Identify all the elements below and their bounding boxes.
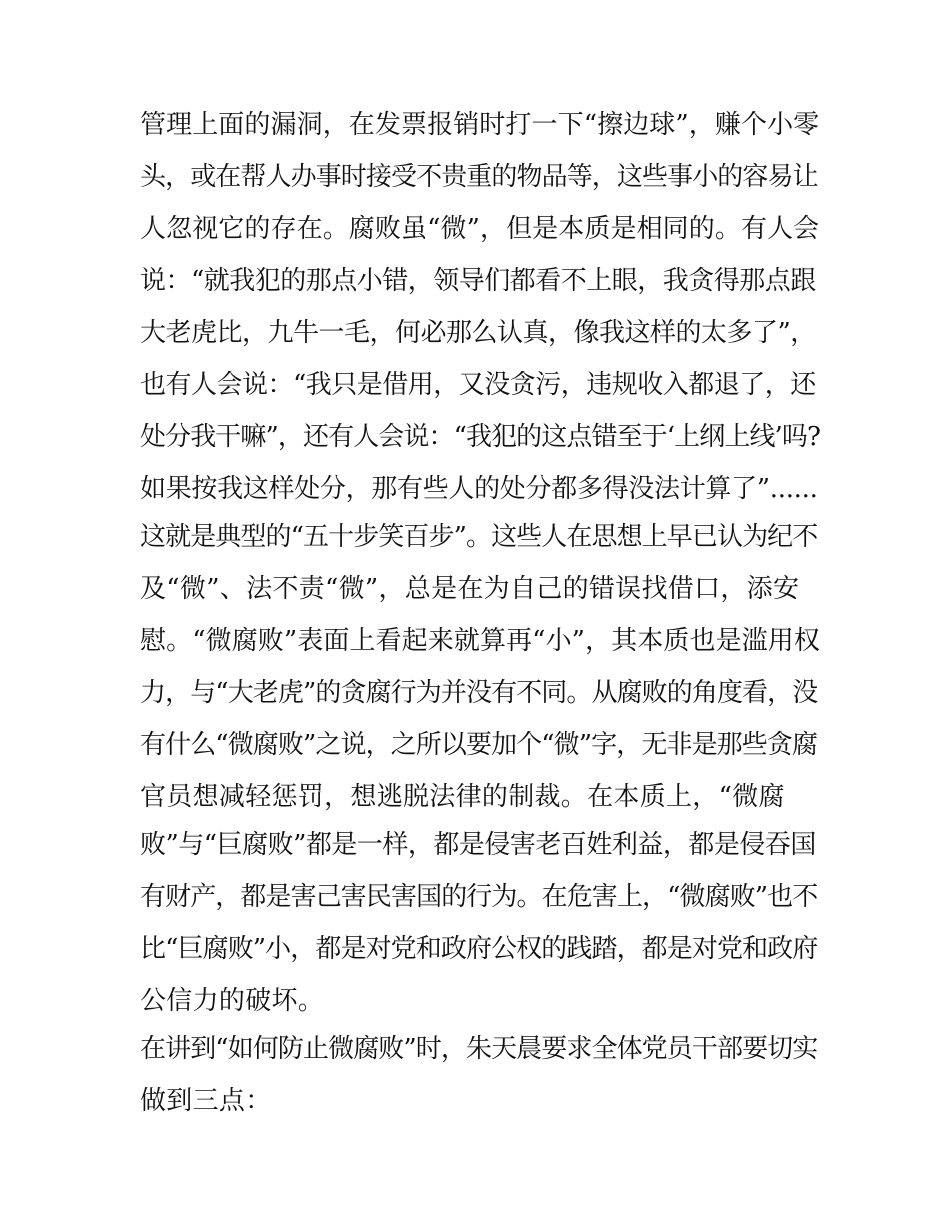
paragraph-line: 处分我干嘛”，还有人会说：“我犯的这点错至于‘上纲上线’吗? bbox=[140, 422, 821, 452]
paragraph-line: 这就是典型的“五十步笑百步”。这些人在思想上早已认为纪不 bbox=[140, 522, 818, 552]
paragraph-line: 慰。“微腐败”表面上看起来就算再“小”，其本质也是滥用权 bbox=[140, 626, 820, 656]
paragraph-line: 头，或在帮人办事时接受不贵重的物品等，这些事小的容易让 bbox=[140, 162, 818, 192]
paragraph-line: 有什么“微腐败”之说，之所以要加个“微”字，无非是那些贪腐 bbox=[140, 730, 818, 760]
paragraph-line: 比“巨腐败”小，都是对党和政府公权的践踏，都是对党和政府 bbox=[140, 934, 818, 964]
paragraph-line: 力，与“大老虎”的贪腐行为并没有不同。从腐败的角度看，没 bbox=[140, 678, 818, 708]
paragraph-line: 也有人会说：“我只是借用，又没贪污，违规收入都退了，还 bbox=[140, 370, 816, 400]
paragraph-line: 管理上面的漏洞，在发票报销时打一下“擦边球”，赚个小零 bbox=[140, 110, 820, 140]
paragraph-line: 败”与“巨腐败”都是一样，都是侵害老百姓利益，都是侵吞国 bbox=[140, 830, 816, 860]
paragraph-line: 及“微”、法不责“微”，总是在为自己的错误找借口，添安 bbox=[140, 574, 800, 604]
paragraph-line: 有财产，都是害己害民害国的行为。在危害上，“微腐败”也不 bbox=[140, 882, 818, 912]
paragraph-line: 做到三点： bbox=[140, 1086, 272, 1116]
paragraph-line: 如果按我这样处分，那有些人的处分都多得没法计算了”...... bbox=[140, 474, 818, 504]
paragraph-line: 在讲到“如何防止微腐败”时，朱天晨要求全体党员干部要切实 bbox=[140, 1034, 818, 1064]
paragraph-line: 公信力的破坏。 bbox=[140, 986, 325, 1016]
paragraph-line: 人忽视它的存在。腐败虽“微”，但是本质是相同的。有人会 bbox=[140, 214, 820, 244]
paragraph-line: 大老虎比，九牛一毛，何必那么认真，像我这样的太多了”， bbox=[140, 318, 816, 348]
paragraph-line: 说：“就我犯的那点小错，领导们都看不上眼，我贪得那点跟 bbox=[140, 266, 816, 296]
paragraph-line: 官员想减轻惩罚，想逃脱法律的制裁。在本质上，“微腐 bbox=[140, 782, 785, 812]
